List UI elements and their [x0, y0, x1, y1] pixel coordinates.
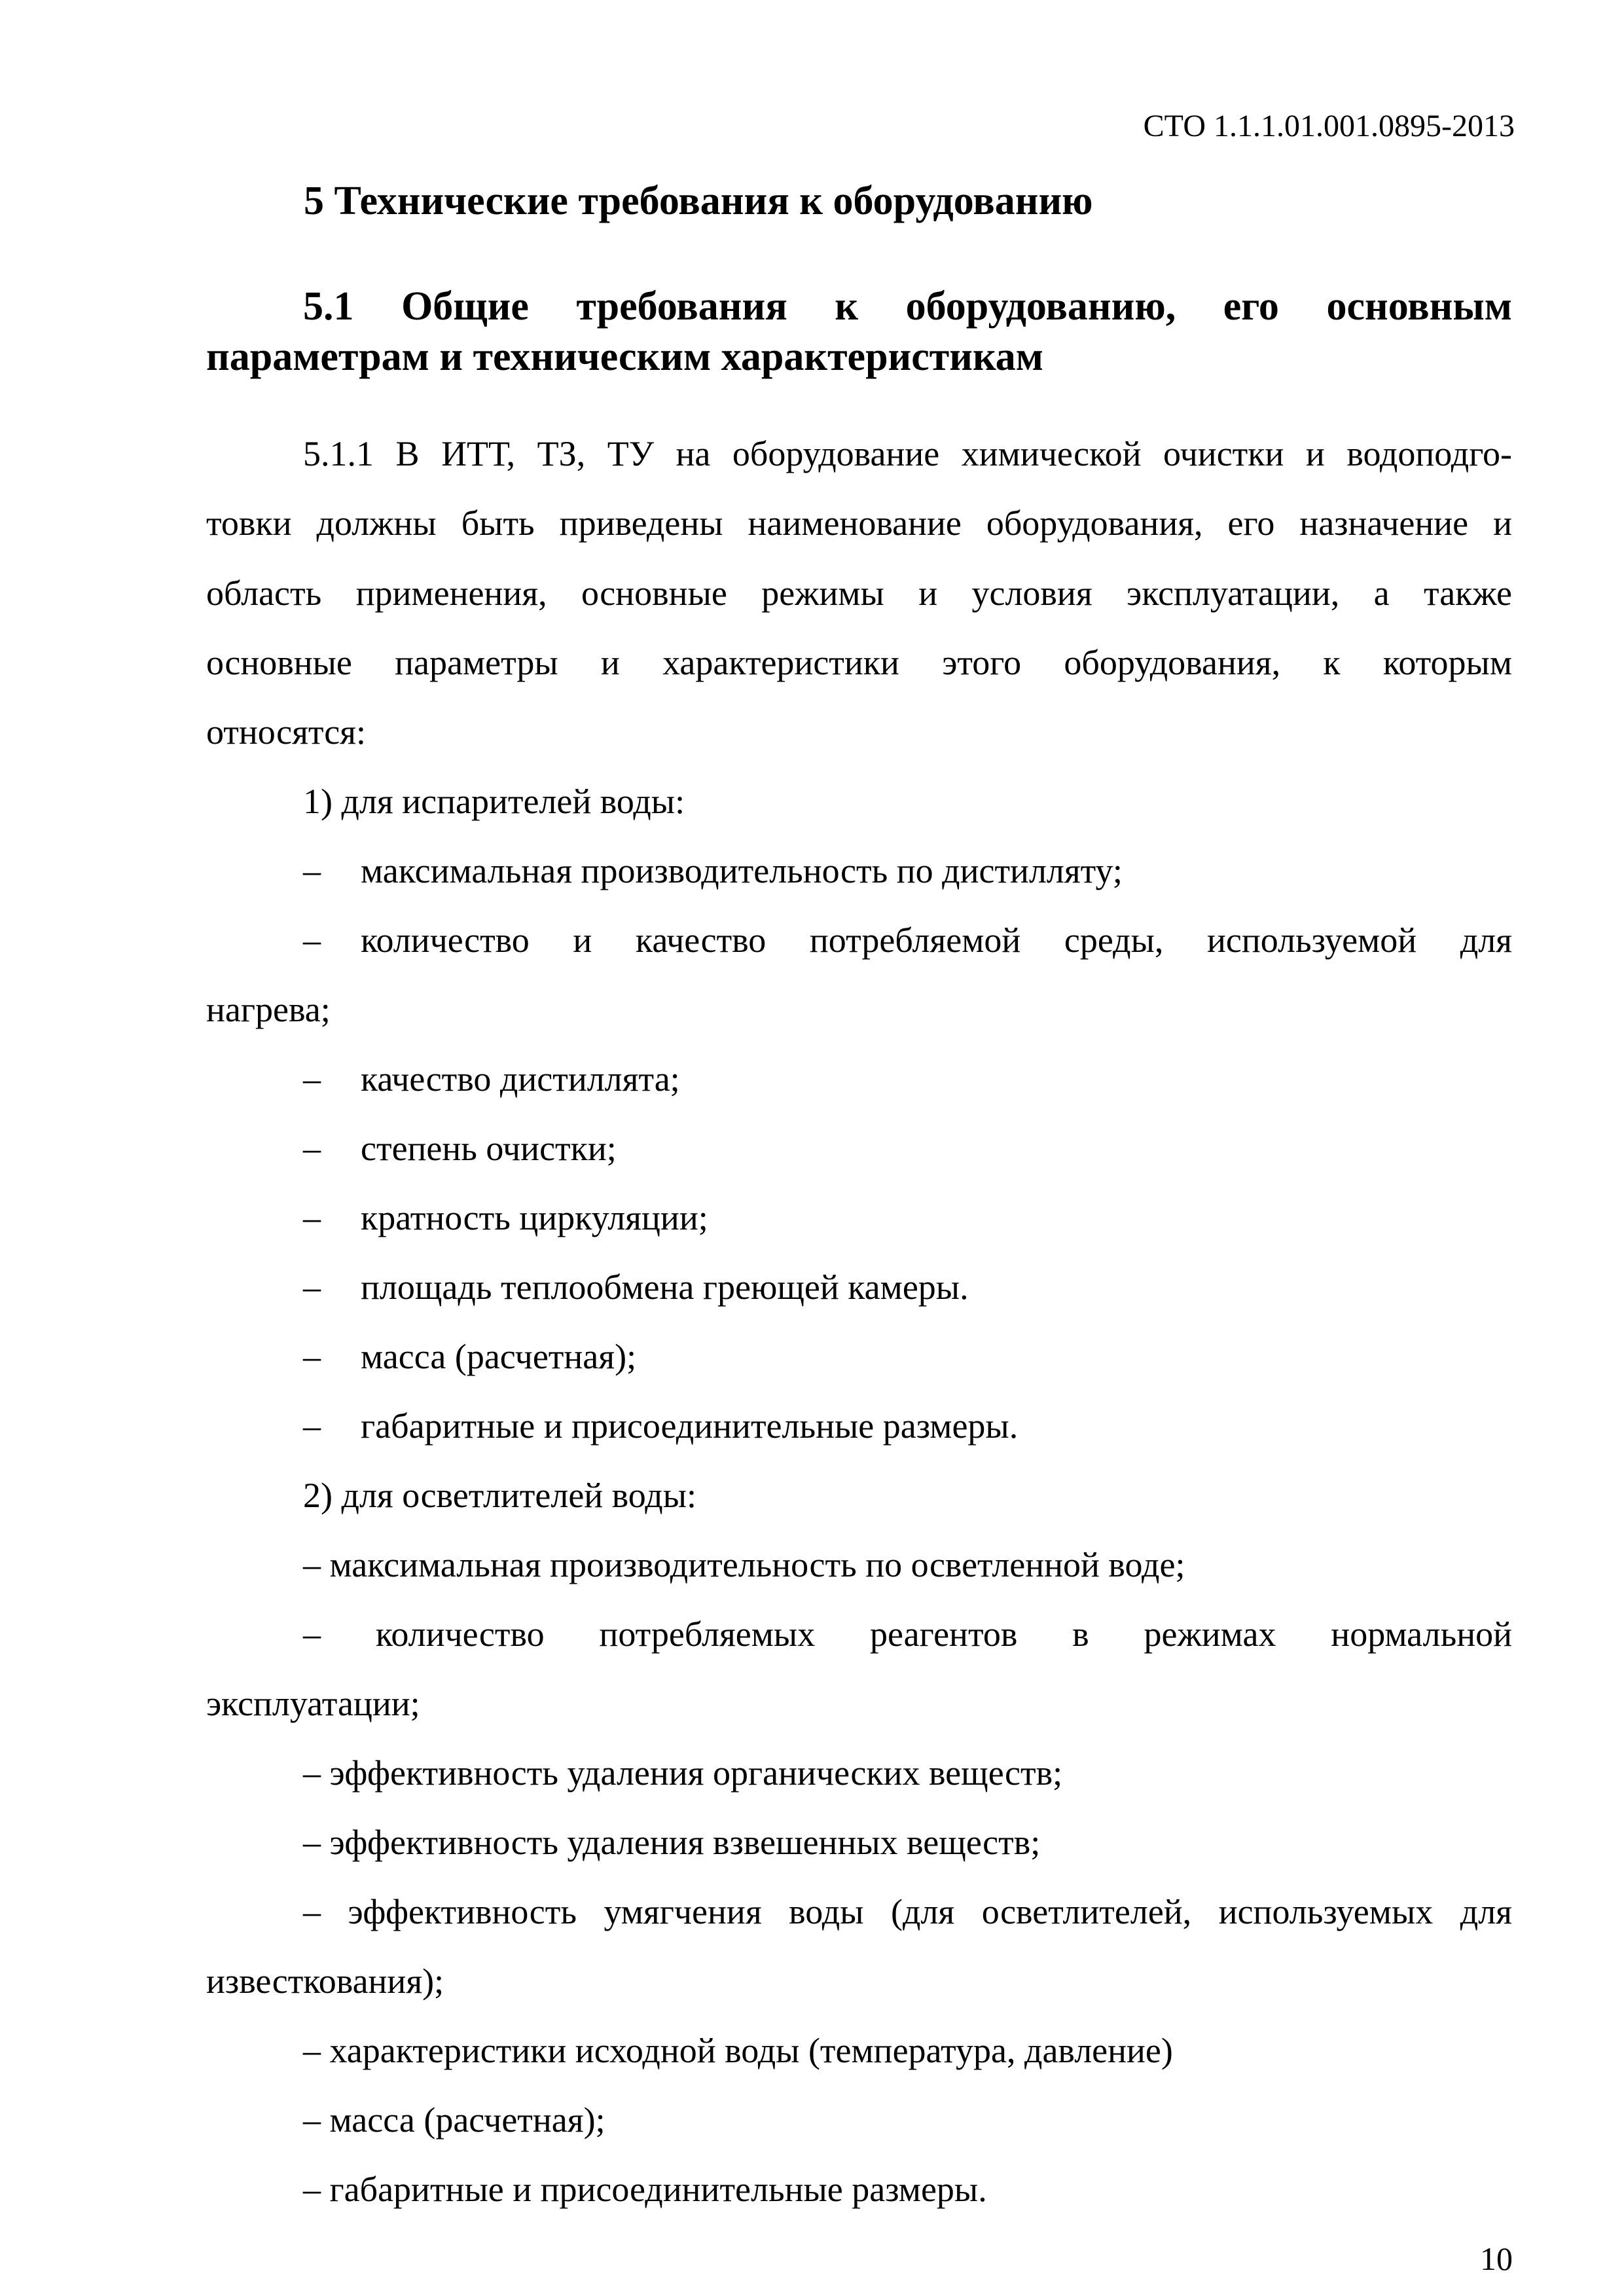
dash: –: [303, 1129, 321, 1168]
dash: –: [303, 1059, 321, 1099]
paragraph-line: основные параметры и характеристики этого оборудования, к которым: [206, 643, 1512, 682]
list-item: – максимальная производительность по осветленной воде;: [303, 1545, 1185, 1584]
list-item: [303, 1127, 617, 1170]
list-item: – эффективность удаления взвешенных веществ;: [303, 1823, 1041, 1862]
list-item: [303, 1404, 1018, 1448]
list-item: – характеристики исходной воды (температура, давление): [303, 2031, 1173, 2070]
list-item: [303, 1196, 708, 1239]
group-2-title: 2) для осветлителей воды:: [303, 1476, 697, 1515]
subsection-title-line-1: 5.1 Общие требования к оборудованию, его основным: [303, 284, 1512, 329]
list-item: [303, 1335, 636, 1378]
dash: –: [303, 1337, 321, 1376]
list-item: – эффективность умягчения воды (для осветлителей, используемых для: [303, 1892, 1512, 1931]
list-item-text: качество дистиллята;: [361, 1059, 680, 1099]
list-item: [303, 1266, 969, 1309]
list-item-continuation: известкования);: [206, 1961, 444, 2001]
document-code: СТО 1.1.1.01.001.0895-2013: [1143, 109, 1515, 143]
list-item-text: степень очистки;: [361, 1129, 617, 1168]
list-item: – эффективность удаления органических веществ;: [303, 1753, 1063, 1793]
dash: –: [303, 1406, 321, 1446]
list-item: [303, 849, 1123, 892]
list-item: – габаритные и присоединительные размеры.: [303, 2170, 987, 2209]
paragraph-line: товки должны быть приведены наименование оборудования, его назначение и: [206, 503, 1512, 543]
subsection-title-line-2: параметрам и техническим характеристикам: [206, 335, 1043, 379]
section-title: 5 Технические требования к оборудованию: [304, 179, 1093, 223]
paragraph-line: 5.1.1 В ИТТ, ТЗ, ТУ на оборудование химической очистки и водоподго-: [303, 434, 1512, 473]
list-item-text: габаритные и присоединительные размеры.: [361, 1406, 1019, 1446]
list-item: – количество потребляемых реагентов в режимах нормальной: [303, 1614, 1512, 1654]
paragraph-line: область применения, основные режимы и условия эксплуатации, а также: [206, 574, 1512, 613]
dash: –: [303, 851, 321, 890]
dash: –: [303, 1198, 321, 1237]
list-item-text: площадь теплообмена греющей камеры.: [361, 1267, 969, 1307]
list-item-continuation: нагрева;: [206, 990, 331, 1029]
dash: –: [303, 1267, 321, 1307]
list-item-text: максимальная производительность по дистилляту;: [361, 851, 1123, 890]
dash: –: [303, 920, 321, 960]
list-item-text: кратность циркуляции;: [361, 1198, 708, 1237]
list-item-text: количество и качество потребляемой среды, используемой для: [361, 920, 1512, 960]
list-item: – масса (расчетная);: [303, 2100, 605, 2140]
page-number: 10: [1480, 2240, 1513, 2277]
paragraph-line: относятся:: [206, 712, 367, 752]
list-item: [303, 1057, 680, 1101]
group-1-title: 1) для испарителей воды:: [303, 782, 685, 821]
list-item-text: масса (расчетная);: [361, 1337, 637, 1376]
list-item-continuation: эксплуатации;: [206, 1684, 420, 1723]
list-item: [303, 919, 1512, 962]
